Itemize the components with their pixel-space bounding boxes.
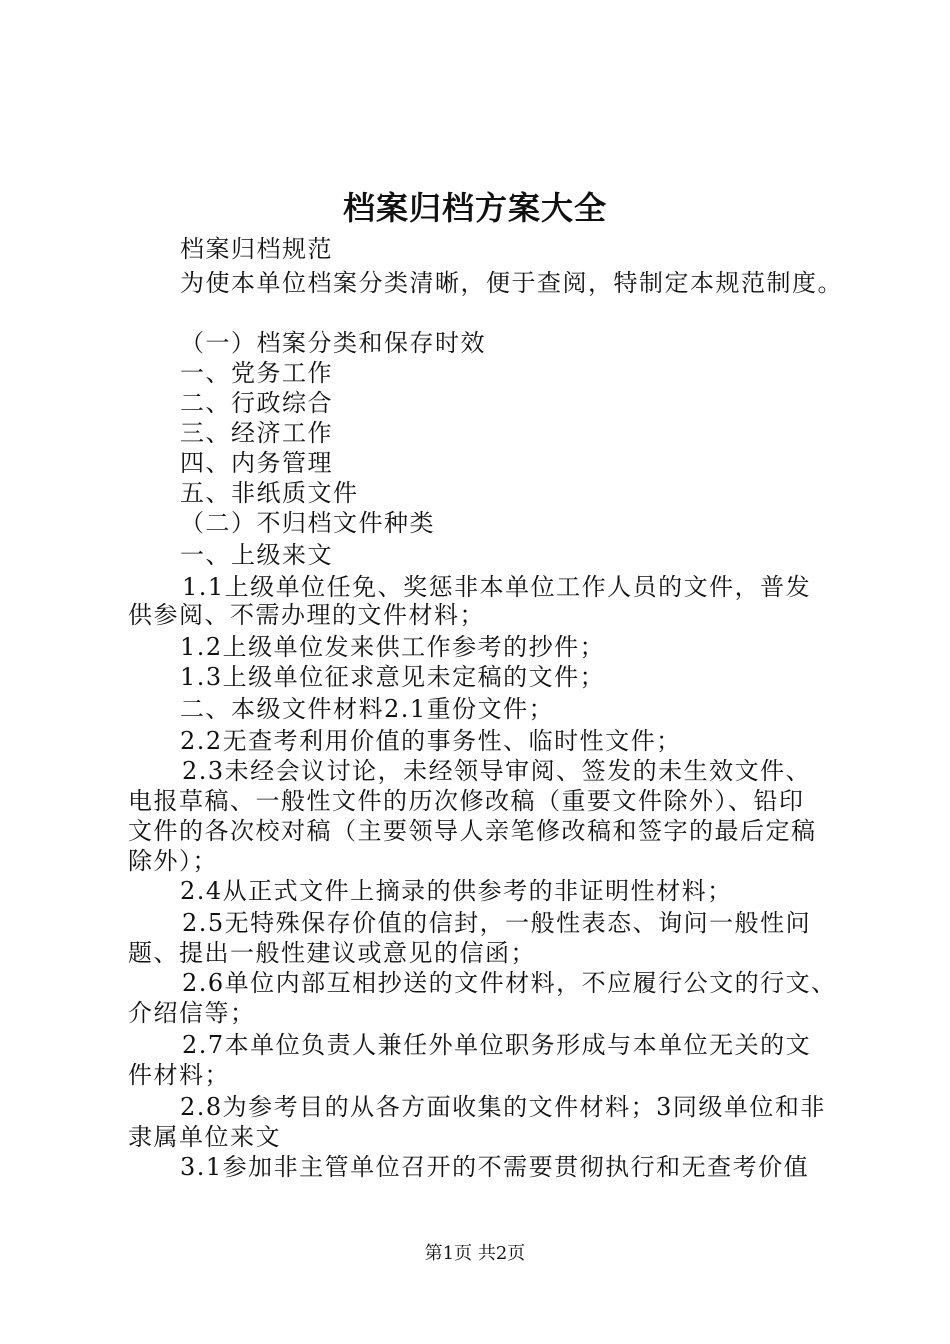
text-line: 3.1参加非主管单位召开的不需要贯彻执行和无查考价值 xyxy=(180,1153,810,1181)
text-line: 2.4从正式文件上摘录的供参考的非证明性材料； xyxy=(180,877,733,905)
text-line: 题、提出一般性建议或意见的信函； xyxy=(128,939,536,967)
text-line: 2.5无特殊保存价值的信封，一般性表态、询问一般性问 xyxy=(182,909,812,937)
text-line: 件材料； xyxy=(128,1061,230,1089)
text-line: 2.6单位内部互相抄送的文件材料，不应履行公文的行文、 xyxy=(182,969,837,997)
text-line: 2.2无查考利用价值的事务性、临时性文件； xyxy=(180,727,682,755)
text-line: 文件的各次校对稿（主要领导人亲笔修改稿和签字的最后定稿 xyxy=(128,817,817,845)
text-line: 2.7本单位负责人兼任外单位职务形成与本单位无关的文 xyxy=(182,1031,812,1059)
text-line: 二、本级文件材料2.1重份文件； xyxy=(180,695,555,723)
text-line: 2.8为参考目的从各方面收集的文件材料；3同级单位和非 xyxy=(180,1093,826,1121)
text-line: （二）不归档文件种类 xyxy=(180,509,435,537)
page-number-footer: 第1页 共2页 xyxy=(424,1243,526,1264)
text-line: 四、内务管理 xyxy=(180,449,333,477)
text-line: 1.3上级单位征求意见未定稿的文件； xyxy=(180,663,606,691)
document-title: 档案归档方案大全 xyxy=(342,189,607,227)
text-line: 隶属单位来文 xyxy=(128,1123,281,1151)
text-line: 三、经济工作 xyxy=(180,419,333,447)
text-line: 一、上级来文 xyxy=(180,541,333,569)
text-line: 档案归档规范 xyxy=(180,235,333,263)
text-line: 一、党务工作 xyxy=(180,359,333,387)
text-line: 电报草稿、一般性文件的历次修改稿（重要文件除外）、铅印 xyxy=(128,787,805,815)
text-line: 为使本单位档案分类清晰，便于查阅，特制定本规范制度。 xyxy=(180,269,843,297)
text-line: 1.1上级单位任免、奖惩非本单位工作人员的文件，普发 xyxy=(182,573,812,601)
text-line: 供参阅、不需办理的文件材料； xyxy=(128,601,485,629)
text-line: 五、非纸质文件 xyxy=(180,479,359,507)
text-line: 2.3未经会议讨论，未经领导审阅、签发的未生效文件、 xyxy=(182,757,812,785)
text-line: （一）档案分类和保存时效 xyxy=(180,329,486,357)
text-line: 1.2上级单位发来供工作参考的抄件； xyxy=(180,633,606,661)
text-line: 除外）； xyxy=(128,847,218,875)
text-line: 介绍信等； xyxy=(128,999,256,1027)
text-line: 二、行政综合 xyxy=(180,389,333,417)
